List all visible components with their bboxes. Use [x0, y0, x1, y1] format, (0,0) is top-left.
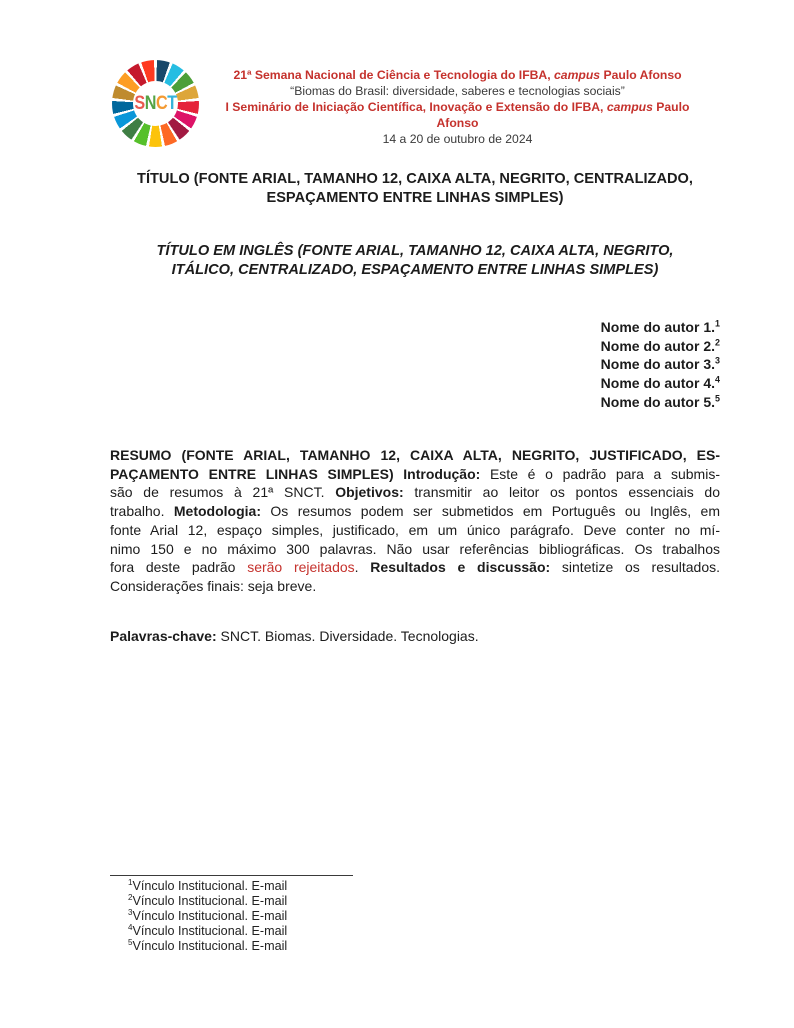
text-segment: serão rejeitados	[247, 559, 355, 576]
footnote-line	[128, 939, 287, 954]
text-segment: fonte Arial 12, espaço simples, justificado, em um único parágrafo. Deve conter no mí-	[110, 521, 720, 538]
footnote-number: 4	[128, 923, 133, 933]
snct-logo-letter: S	[134, 92, 145, 114]
author-line	[601, 318, 720, 337]
text-segment: Paulo	[652, 100, 690, 115]
author-footnote-ref: 2	[715, 337, 720, 348]
text-segment: Resultados e discussão:	[370, 559, 551, 576]
header-line	[200, 115, 715, 131]
title-line: TÍTULO EM INGLÊS (FONTE ARIAL, TAMANHO 12, CAIXA ALTA, NEGRITO,	[156, 243, 674, 259]
text-segment: 21ª Semana Nacional de Ciência e Tecnologia do IFBA,	[233, 68, 555, 82]
abstract-line	[110, 558, 720, 577]
text-segment: Objetivos:	[335, 484, 404, 501]
text-segment: campus	[606, 100, 653, 115]
header-lines	[200, 67, 715, 147]
abstract-paragraph	[110, 446, 720, 596]
title-line: ITÁLICO, CENTRALIZADO, ESPAÇAMENTO ENTRE LINHAS SIMPLES)	[171, 262, 659, 278]
author-footnote-ref: 3	[715, 355, 720, 366]
author-name: Nome do autor 3.	[600, 356, 716, 373]
author-footnote-ref: 5	[715, 393, 720, 404]
text-segment: Paulo Afonso	[600, 68, 682, 82]
header-line	[200, 83, 715, 99]
footnote-number: 5	[128, 938, 133, 948]
footnote-number: 1	[128, 877, 133, 887]
abstract-line	[110, 540, 720, 559]
abstract-line	[110, 446, 720, 465]
footnote-number: 3	[128, 908, 133, 917]
footnote-separator	[110, 875, 353, 876]
footnote-line	[128, 879, 287, 894]
author-name: Nome do autor 2.	[600, 337, 716, 354]
keywords-line	[110, 627, 479, 646]
text-segment: PAÇAMENTO ENTRE LINHAS SIMPLES) Introdução:	[110, 465, 481, 482]
snct-logo-letter: N	[144, 92, 156, 114]
footnote-list	[128, 879, 287, 954]
header-line	[200, 131, 715, 147]
abstract-line	[110, 465, 720, 484]
title-line: ESPAÇAMENTO ENTRE LINHAS SIMPLES)	[266, 190, 564, 206]
text-segment: são de resumos à 21ª SNCT.	[110, 484, 336, 501]
author-name: Nome do autor 1.	[600, 319, 716, 335]
header-line	[200, 67, 715, 83]
snct-logo-letter: T	[167, 92, 177, 114]
text-segment: 14 a 20 de outubro de 2024	[382, 132, 533, 147]
text-segment: fora deste padrão	[110, 559, 248, 576]
snct-logo	[112, 60, 199, 147]
abstract-line	[110, 577, 720, 596]
author-footnote-ref: 4	[715, 374, 720, 385]
abstract-line	[110, 502, 720, 521]
title-portuguese	[110, 170, 720, 208]
text-segment: Afonso	[436, 116, 479, 131]
footnote-text: Vínculo Institucional. E-mail	[132, 939, 288, 954]
author-line	[601, 393, 720, 412]
text-segment: Os resumos podem ser submetidos em Português ou Inglês, em	[261, 503, 720, 520]
text-segment: trabalho.	[110, 503, 174, 520]
text-segment: sintetize os resultados.	[550, 559, 721, 576]
text-segment: nimo 150 e no máximo 300 palavras. Não usar referências bibliográficas. Os trabalhos	[110, 540, 720, 557]
footnote-line	[128, 924, 287, 939]
author-name: Nome do autor 5.	[600, 393, 716, 410]
snct-logo-text	[119, 60, 193, 147]
text-segment: Considerações finais: seja breve.	[110, 577, 317, 594]
author-line	[601, 374, 720, 393]
text-segment: RESUMO (FONTE ARIAL, TAMANHO 12, CAIXA ALTA, NEGRITO, JUSTIFICADO, ES-	[110, 447, 720, 463]
footnote-text: Vínculo Institucional. E-mail	[132, 879, 288, 893]
text-segment: transmitir ao leitor os pontos essenciais do	[403, 484, 720, 501]
text-segment: .	[354, 559, 371, 576]
footnote-text: Vínculo Institucional. E-mail	[132, 909, 288, 924]
abstract-line	[110, 483, 720, 502]
text-segment: Metodologia:	[173, 503, 261, 520]
author-line	[601, 355, 720, 374]
footnote-text: Vínculo Institucional. E-mail	[132, 924, 288, 939]
footnote-text: Vínculo Institucional. E-mail	[132, 894, 288, 909]
abstract-line	[110, 521, 720, 540]
title-line: TÍTULO (FONTE ARIAL, TAMANHO 12, CAIXA ALTA, NEGRITO, CENTRALIZADO,	[137, 171, 693, 187]
snct-logo-letter: C	[155, 92, 168, 114]
footnote-line	[128, 894, 287, 909]
keywords-text: SNCT. Biomas. Diversidade. Tecnologias.	[216, 628, 479, 644]
text-segment: I Seminário de Iniciação Científica, Inovação e Extensão do IFBA,	[225, 100, 607, 115]
footnote-number: 2	[128, 892, 133, 902]
author-footnote-ref: 1	[715, 318, 720, 329]
keywords-label: Palavras-chave:	[110, 628, 217, 644]
header-line	[200, 99, 715, 115]
author-list	[601, 318, 720, 412]
text-segment: campus	[554, 68, 601, 82]
text-segment: “Biomas do Brasil: diversidade, saberes e tecnologias sociais”	[290, 84, 625, 99]
title-english	[110, 242, 720, 280]
author-name: Nome do autor 4.	[600, 375, 716, 392]
footnote-line	[128, 909, 287, 924]
author-line	[601, 337, 720, 356]
text-segment: Este é o padrão para a submis-	[480, 465, 720, 482]
